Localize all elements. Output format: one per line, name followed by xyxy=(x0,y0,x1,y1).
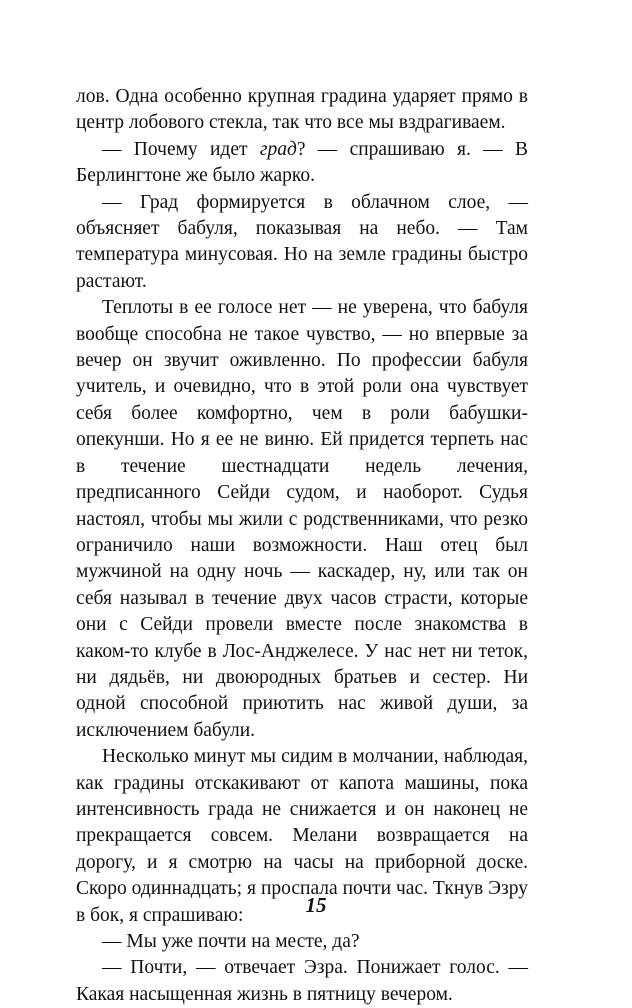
page-number: 15 xyxy=(305,893,327,917)
text-run: — Почему идет xyxy=(102,138,260,160)
paragraph xyxy=(76,137,528,190)
paragraph: — Мы уже почти на месте, да? xyxy=(102,931,360,952)
paragraph: лов. Одна особенно крупная градина ударяет прямо в центр лобового стекла, так что все мы вздрагиваем. xyxy=(76,86,528,134)
paragraph: — Почти, — отвечает Эзра. Понижает голос. — Какая насыщенная жизнь в пятницу вечером. xyxy=(76,957,528,1005)
paragraph: Несколько минут мы сидим в молчании, наблюдая, как градины отскакивают от капота машины, пока интенсивность града не снижается и он наконец не прекращается совсем. Мелани возвращается на дорогу, и я смотрю на часы на приборной доске. Скоро одиннадцать; я проспала почти час. Ткнув Эзру в бок, я спрашиваю: xyxy=(76,746,528,926)
paragraph: — Град формируется в облачном слое, — объясняет бабуля, показывая на небо. — Там температура минусовая. Но на земле градины быстро растают. xyxy=(76,191,528,292)
text-run: ? — спрашиваю я. — В Берлингтоне же было жарко. xyxy=(76,138,528,187)
body-text xyxy=(76,84,528,1008)
paragraph: Теплоты в ее голосе нет — не уверена, что бабуля вообще способна не такое чувство, — но впервые за вечер он звучит оживленно. По профессии бабуля учитель, и очевидно, что в этой роли она чувствует себя более комфортно, чем в роли бабушки-опекунши. Но я ее не виню. Ей придется терпеть нас в течение шестнадцати недель лечения, предписанного Сейди судом, и наоборот. Судья настоял, чтобы мы жили с родственниками, что резко ограничило наши возможности. Наш отец был мужчиной на одну ночь — каскадер, ну, или так он себя называл в течение двух часов страсти, которые они с Сейди провели вместе после знакомства в каком-то клубе в Лос-Анджелесе. У нас нет ни теток, ни дядьёв, ни двоюродных братьев и сестер. Ни одной способной приютить нас живой души, за исключением бабули. xyxy=(76,297,528,741)
italic-word: град xyxy=(259,138,297,160)
